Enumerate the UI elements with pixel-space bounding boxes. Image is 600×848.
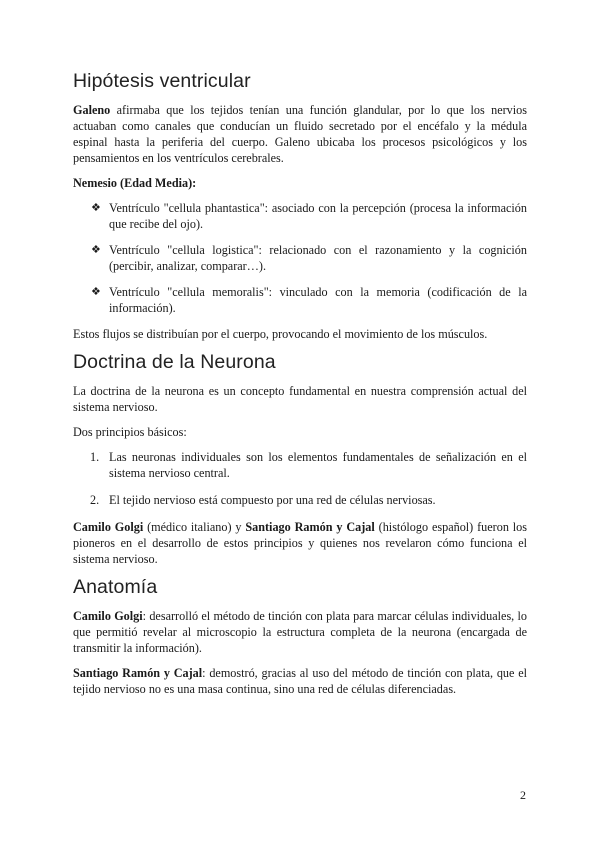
page-number: 2 [520,788,526,802]
nemesio-heading: Nemesio (Edad Media): [73,176,197,190]
section-title: Doctrina de la Neurona [73,351,276,373]
pioneers-paragraph: Camilo Golgi (médico italiano) y Santiago Ramón y Cajal (histólogo español) fueron los pioneros en el desarrollo de estos principios y quienes nos revelaron cómo funciona el sistema nervioso. [73,520,528,566]
doctrina-intro: La doctrina de la neurona es un concepto fundamental en nuestra comprensión actual del sistema nervioso. [73,384,527,414]
diamond-bullet-icon: ❖ [91,244,101,256]
golgi-paragraph: Camilo Golgi: desarrolló el método de tinción con plata para marcar células individuales, lo que permitió revelar al microscopio la estructura completa de la neurona (encargada de transmitir la información). [73,609,527,655]
cajal-paragraph: Santiago Ramón y Cajal: demostró, gracias al uso del método de tinción con plata, que el tejido nervioso no es una masa continua, sino una red de células diferenciadas. [73,666,528,696]
list-item: ❖ Ventrículo "cellula phantastica": asociado con la percepción (procesa la información que recibe del ojo). [91,201,527,231]
cajal-name: Santiago Ramón y Cajal [73,666,203,680]
galeno-text: afirmaba que los tejidos tenían una función glandular, por lo que los nervios actuaban como canales que conducían un fluido secretado por el encéfalo y la médula espinal hasta la periferia del cuerpo. Galeno ubicaba los procesos psicológicos y los pensamientos en los ventrículos cerebrales. [73,103,527,165]
list-number: 1. [90,450,100,464]
section-hipotesis-ventricular [73,70,527,342]
section-doctrina-neurona [73,351,527,567]
cajal-name: Santiago Ramón y Cajal [245,520,375,534]
section-title: Anatomía [73,576,158,598]
list-item: 1. Las neuronas individuales son los elementos fundamentales de señalización en el sistema nervioso central. [90,450,527,480]
list-number: 2. [90,493,100,507]
galeno-name: Galeno [73,103,111,117]
list-item: ❖ Ventrículo "cellula logistica": relacionado con el razonamiento y la cognición (percibir, analizar, comparar…). [91,243,527,273]
golgi-name: Camilo Golgi [73,609,143,623]
golgi-name: Camilo Golgi [73,520,144,534]
document-page [73,64,527,706]
closing-paragraph: Estos flujos se distribuían por el cuerpo, provocando el movimiento de los músculos. [73,327,488,341]
list-item: ❖ Ventrículo "cellula memoralis": vinculado con la memoria (codificación de la información). [91,285,527,315]
diamond-bullet-icon: ❖ [91,202,101,214]
principles-label: Dos principios básicos: [73,425,187,439]
galeno-paragraph [73,102,527,166]
list-item: 2. El tejido nervioso está compuesto por una red de células nerviosas. [90,493,436,507]
diamond-bullet-icon: ❖ [91,286,101,298]
principles-list [73,449,527,508]
section-anatomia [73,576,527,697]
ventricle-list [73,200,527,316]
section-title: Hipótesis ventricular [73,70,251,92]
